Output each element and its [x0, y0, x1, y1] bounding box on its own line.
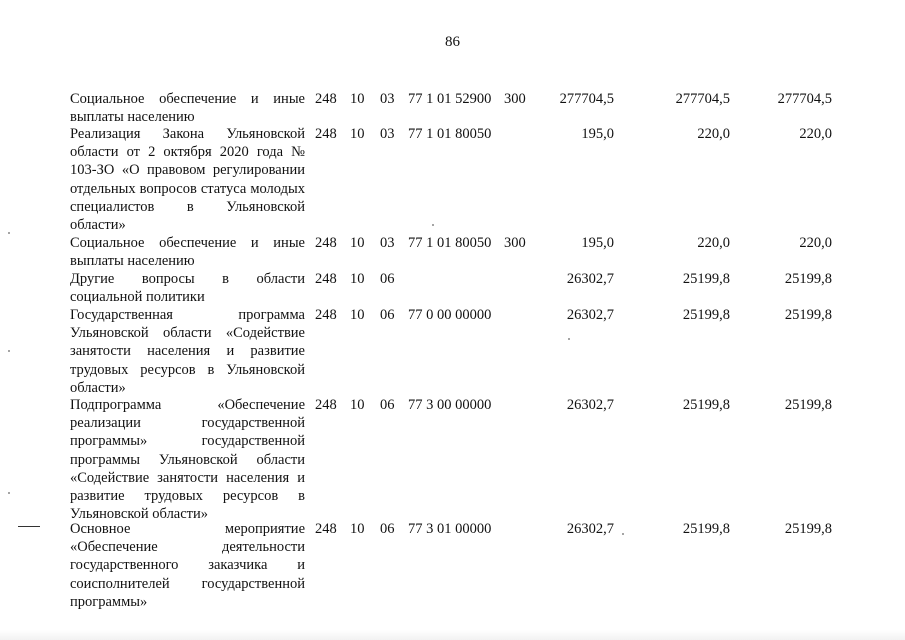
amount-year-3: 220,0: [799, 126, 832, 142]
row-name: Государственная программа Ульяновской области «Содействие занятости населения и развитие трудовых ресурсов в Ульяновской области»: [70, 307, 305, 396]
scan-bottom-edge: [0, 630, 905, 640]
section-code: 10: [350, 271, 365, 287]
ved-code: 248: [315, 307, 337, 323]
scan-speck: [8, 492, 10, 494]
amount-year-3: 25199,8: [784, 397, 832, 413]
amount-year-2: 220,0: [697, 126, 730, 142]
ved-code: 248: [315, 91, 337, 107]
target-article-code: 77 3 01 00000: [408, 521, 492, 537]
section-code: 10: [350, 521, 365, 537]
margin-dash-mark: [18, 526, 40, 527]
amount-year-2: 277704,5: [675, 91, 730, 107]
section-code: 10: [350, 91, 365, 107]
scan-speck: [568, 338, 570, 340]
amount-year-1: 26302,7: [566, 397, 614, 413]
amount-year-2: 25199,8: [682, 397, 730, 413]
row-name: Основное мероприятие «Обеспечение деятельности государственного заказчика и соисполнителей государственной программы»: [70, 521, 305, 610]
amount-year-3: 25199,8: [784, 271, 832, 287]
amount-year-1: 195,0: [581, 235, 614, 251]
subsection-code: 06: [380, 397, 395, 413]
section-code: 10: [350, 126, 365, 142]
amount-year-3: 25199,8: [784, 521, 832, 537]
scan-speck: [8, 232, 10, 234]
amount-year-3: 220,0: [799, 235, 832, 251]
target-article-code: 77 3 00 00000: [408, 397, 492, 413]
amount-year-1: 277704,5: [559, 91, 614, 107]
row-name: Социальное обеспечение и иные выплаты населению: [70, 235, 305, 270]
subsection-code: 06: [380, 521, 395, 537]
row-name: Реализация Закона Ульяновской области от 2 октября 2020 года № 103-ЗО «О правовом регулировании отдельных вопросов статуса молодых специалистов в Ульяновской области»: [70, 126, 305, 234]
amount-year-1: 26302,7: [566, 271, 614, 287]
page-number: 86: [445, 34, 460, 50]
amount-year-2: 25199,8: [682, 521, 730, 537]
subsection-code: 03: [380, 91, 395, 107]
subsection-code: 06: [380, 271, 395, 287]
amount-year-3: 277704,5: [777, 91, 832, 107]
subsection-code: 06: [380, 307, 395, 323]
amount-year-1: 195,0: [581, 126, 614, 142]
target-article-code: 77 1 01 80050: [408, 235, 492, 251]
amount-year-2: 25199,8: [682, 307, 730, 323]
subsection-code: 03: [380, 235, 395, 251]
section-code: 10: [350, 307, 365, 323]
amount-year-2: 220,0: [697, 235, 730, 251]
section-code: 10: [350, 235, 365, 251]
amount-year-1: 26302,7: [566, 521, 614, 537]
expense-type-code: 300: [504, 235, 526, 251]
ved-code: 248: [315, 397, 337, 413]
scan-speck: [8, 350, 10, 352]
ved-code: 248: [315, 271, 337, 287]
target-article-code: 77 1 01 52900: [408, 91, 492, 107]
subsection-code: 03: [380, 126, 395, 142]
row-name: Социальное обеспечение и иные выплаты населению: [70, 91, 305, 126]
row-name: Другие вопросы в области социальной политики: [70, 271, 305, 306]
amount-year-1: 26302,7: [566, 307, 614, 323]
amount-year-2: 25199,8: [682, 271, 730, 287]
row-name: Подпрограмма «Обеспечение реализации государственной программы» государственной программы Ульяновской области «Содействие занятости населения и развитие трудовых ресурсов в Ульяновской области»: [70, 397, 305, 523]
ved-code: 248: [315, 235, 337, 251]
target-article-code: 77 0 00 00000: [408, 307, 492, 323]
target-article-code: 77 1 01 80050: [408, 126, 492, 142]
section-code: 10: [350, 397, 365, 413]
scan-speck: [622, 533, 624, 535]
expense-type-code: 300: [504, 91, 526, 107]
scan-speck: [432, 224, 434, 226]
ved-code: 248: [315, 126, 337, 142]
ved-code: 248: [315, 521, 337, 537]
amount-year-3: 25199,8: [784, 307, 832, 323]
